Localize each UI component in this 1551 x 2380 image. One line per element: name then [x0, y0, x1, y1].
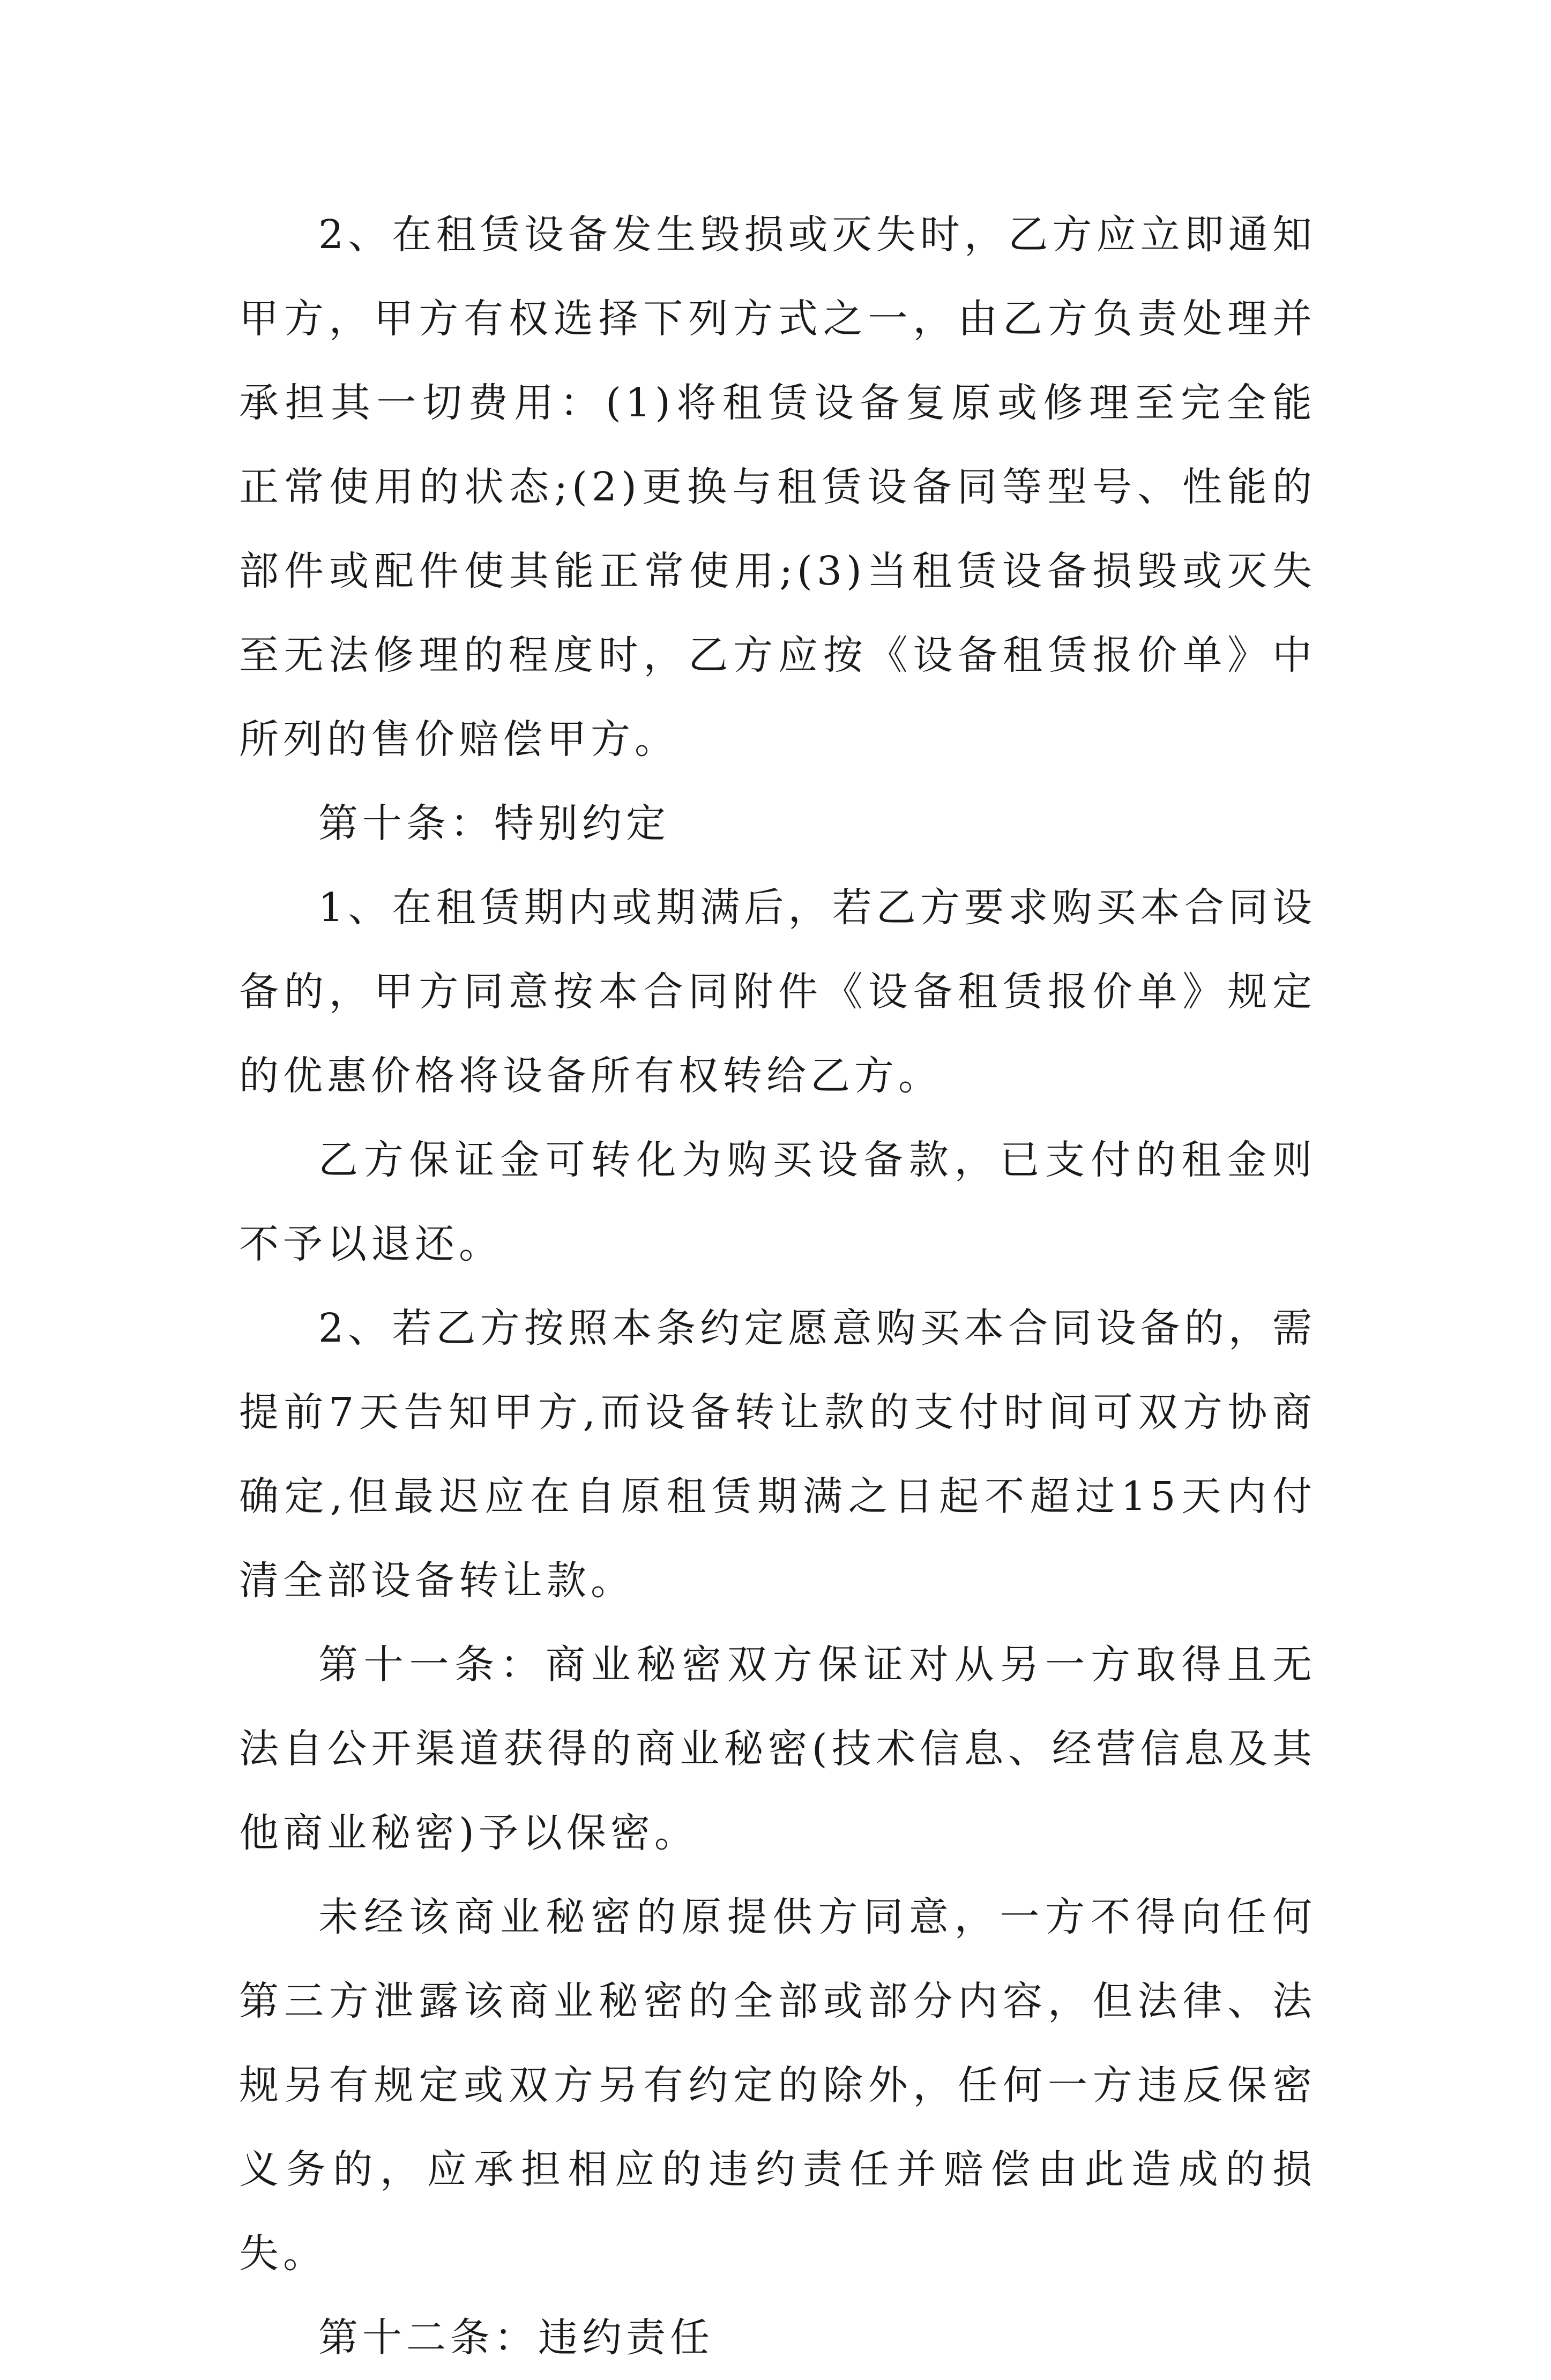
- paragraph-purchase-notice: 2、若乙方按照本条约定愿意购买本合同设备的，需提前7天告知甲方,而设备转让款的支付时间可双方协商确定,但最迟应在自原租赁期满之日起不超过15天内付清全部设备转让款。: [239, 1305, 1316, 1604]
- paragraph-deposit-conversion: 乙方保证金可转化为购买设备款，已支付的租金则不予以退还。: [239, 1137, 1316, 1267]
- paragraph-damage-loss: 2、在租赁设备发生毁损或灭失时，乙方应立即通知甲方，甲方有权选择下列方式之一，由乙方负责处理并承担其一切费用：(1)将租赁设备复原或修理至完全能正常使用的状态;(2)更换与租赁设备同等型号、性能的部件或配件使其能正常使用;(3)当租赁设备损毁或灭失至无法修理的程度时，乙方应按《设备租赁报价单》中所列的售价赔偿甲方。: [239, 212, 1316, 762]
- heading-article-10: 第十条：特别约定: [318, 800, 670, 847]
- paragraph-disclosure-restriction: 未经该商业秘密的原提供方同意，一方不得向任何第三方泄露该商业秘密的全部或部分内容，但法律、法规另有规定或双方另有约定的除外，任何一方违反保密义务的，应承担相应的违约责任并赔偿由此造成的损失。: [239, 1894, 1316, 2277]
- paragraph-purchase-option: 1、在租赁期内或期满后，若乙方要求购买本合同设备的，甲方同意按本合同附件《设备租赁报价单》规定的优惠价格将设备所有权转给乙方。: [239, 885, 1316, 1099]
- paragraph-article-11-confidentiality: 第十一条：商业秘密双方保证对从另一方取得且无法自公开渠道获得的商业秘密(技术信息、经营信息及其他商业秘密)予以保密。: [239, 1642, 1316, 1856]
- document-body: [239, 193, 1316, 2380]
- heading-article-12: 第十二条：违约责任: [318, 2315, 714, 2361]
